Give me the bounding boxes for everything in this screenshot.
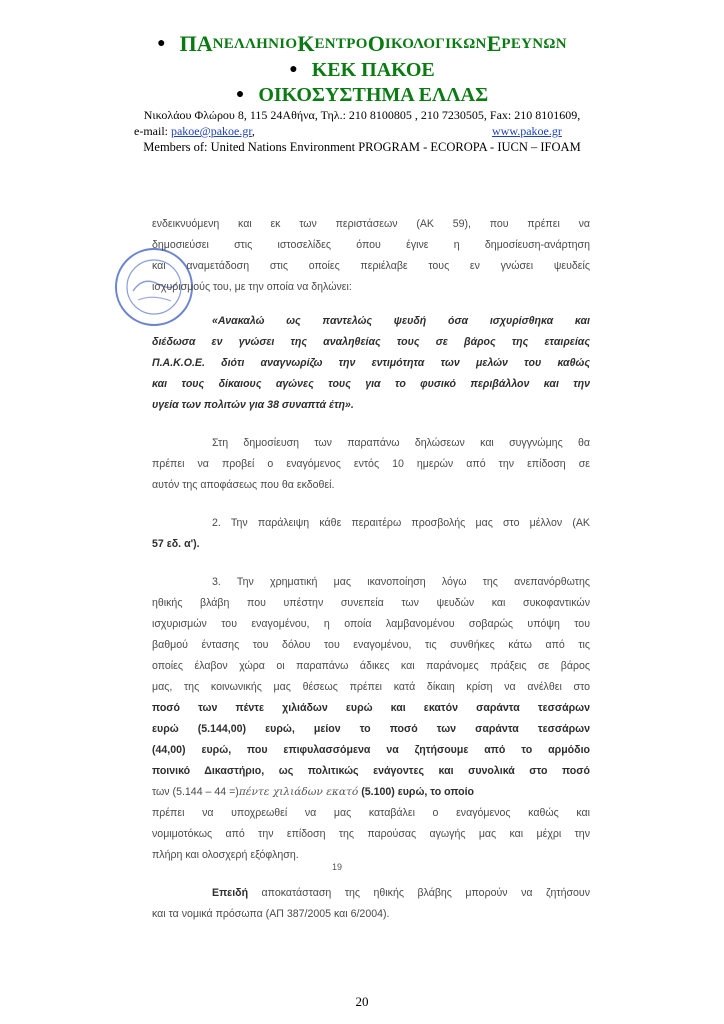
handwritten-amount: πέντε χιλιάδων εκατό	[238, 786, 359, 798]
text-line: ισχυρισμούς του, με την οποία να δηλώνει:	[152, 281, 352, 293]
text-line: και τα νομικά πρόσωπα (ΑΠ 387/2005 και 6/2004).	[152, 908, 390, 920]
text-line: Στη δημοσίευση των παραπάνω δηλώσεων και συγγνώμης θα	[212, 437, 590, 449]
text-line: νομιμοτόκως από την επίδοση της παρούσας αγωγής μας και μέχρι την	[152, 828, 590, 840]
text-line: μας, της κοινωνικής μας θέσεως πρέπει κατά δίκαιη κρίση να ανέλθει στο	[152, 681, 590, 693]
quote-line: «Ανακαλώ ως παντελώς ψευδή όσα ισχυρίσθηκα και	[212, 315, 590, 327]
text-line: και αναμετάδοση στις οποίες περιέλαβε τους εν γνώσει ψευδείς	[152, 260, 590, 272]
letterhead	[0, 30, 724, 156]
quote-line: υγεία των πολιτών για 38 συναπτά έτη».	[152, 399, 354, 411]
contact-line: e-mail: pakoe@pakoe.gr, www.pakoe.gr	[134, 124, 562, 138]
text-line: (44,00) ευρώ, που επιφυλασσόμενα να ζητήσουμε από το αρμόδιο	[152, 744, 590, 756]
website-link[interactable]: www.pakoe.gr	[492, 124, 562, 138]
page-number: 20	[355, 994, 369, 1009]
text-line: ποινικό Δικαστήριο, ως πολιτικώς ενάγοντες και συνολικά στο ποσό	[152, 765, 590, 777]
text-line: οποίες έλαβον χώρα οι παραπάνω άδικες και παράνομες πράξεις σε βάρος	[152, 660, 590, 672]
text-line: αυτόν της αποφάσεως που θα εκδοθεί.	[152, 479, 335, 491]
scanned-document-page	[130, 214, 590, 925]
text-line: ισχυρισμών του εναγομένου, η οποία λαμβανομένου σοβαρώς υπόψη του	[152, 618, 590, 630]
kek-line: ● ΚΕΚ ΠΑΚΟΕ	[289, 58, 435, 81]
text-line: 3. Την χρηματική μας ικανοποίηση λόγω της ανεπανόρθωτης	[212, 576, 590, 588]
text-line: των (5.144 – 44 =)πέντε χιλιάδων εκατό (5.100) ευρώ, το οποίο	[152, 786, 475, 798]
email-link[interactable]: pakoe@pakoe.gr	[170, 124, 252, 138]
quote-line: και τους δίκαιους αγώνες τους για το φυσικό περιβάλλον και την	[152, 378, 590, 390]
text-line: 57 εδ. α').	[152, 538, 200, 550]
text-line: πρέπει να προβεί ο εναγόμενος εντός 10 ημερών από την επίδοση σε	[152, 458, 590, 470]
quote-line: διέδωσα εν γνώσει της αναληθείας τους σε βάρος της εταιρείας	[152, 336, 590, 348]
text-line: πλήρη και ολοσχερή εξόφληση.	[152, 849, 299, 861]
text-line: ποσό των πέντε χιλιάδων ευρώ και εκατόν σαράντα τεσσάρων	[152, 702, 590, 714]
text-line: ενδεικνυόμενη και εκ των περιστάσεων (ΑΚ 59), που πρέπει να	[152, 218, 590, 230]
text-line: πρέπει να υποχρεωθεί να μας καταβάλει ο εναγόμενος καθώς και	[152, 807, 590, 819]
text-line: Επειδή αποκατάσταση της ηθικής βλάβης μπορούν να ζητήσουν	[212, 887, 590, 899]
address-line: Νικολάου Φλώρου 8, 115 24Αθήνα, Τηλ.: 210 8100805 , 210 7230505, Fax: 210 8101609,	[143, 108, 581, 122]
scanned-page-number: 19	[332, 862, 343, 872]
ecosystem-line: ● ΟΙΚΟΣΥΣΤΗΜΑ ΕΛΛΑΣ	[235, 83, 489, 106]
text-line: ευρώ (5.144,00) ευρώ, μείον το ποσό των σαράντα τεσσάρων	[152, 723, 590, 735]
text-line: 2. Την παράλειψη κάθε περαιτέρω προσβολής μας στο μέλλον (ΑΚ	[212, 517, 590, 529]
text-line: βαθμού έντασης του δόλου του εναγομένου, τις συνθήκες κάτω από τις	[152, 639, 590, 651]
members-line: Members of: United Nations Environment PROGRAM - ECOROPA - IUCN – IFOAM	[143, 140, 581, 154]
text-line: δημοσιεύσει στις ιστοσελίδες όπου έγινε η δημοσίευση-ανάρτηση	[152, 239, 590, 251]
text-line: ηθικής βλάβη που υπέστην συνεπεία των ψευδών και συκοφαντικών	[152, 597, 590, 609]
org-name-line: ● Π Α ΝΕΛΛΗΝΙΟ Κ ΕΝΤΡΟ Ο ΙΚΟΛΟΓΙΚΩΝ Ε ΡΕΥΝΩΝ	[157, 31, 567, 56]
quote-line: Π.Α.Κ.Ο.Ε. διότι αναγνωρίζω την εντιμότητα των μελών του καθώς	[152, 357, 590, 369]
